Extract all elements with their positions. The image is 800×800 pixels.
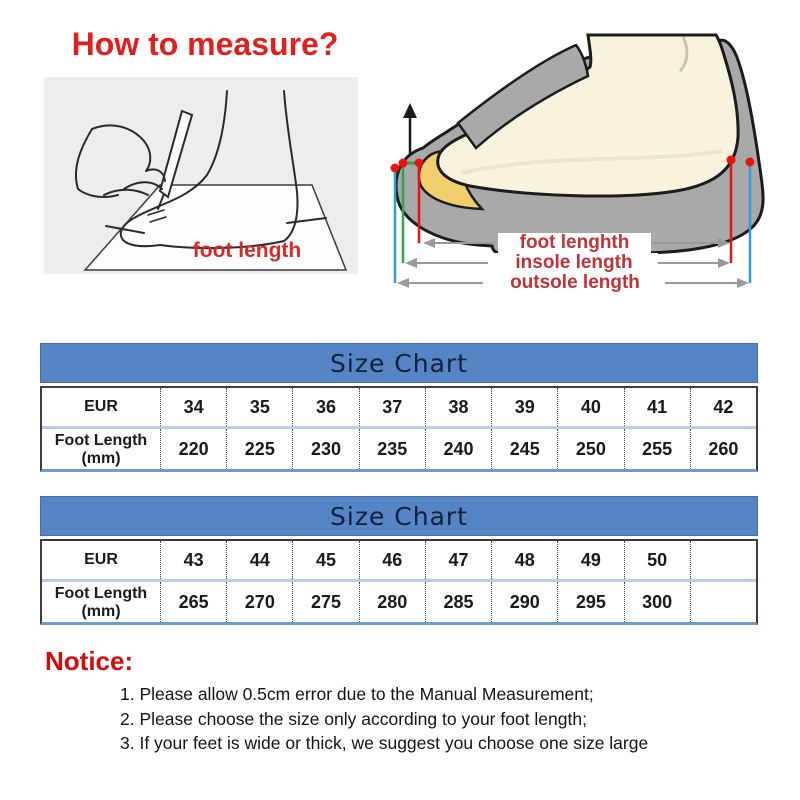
size-chart-1-header — [40, 343, 758, 383]
size-chart-table-2 — [40, 496, 758, 625]
size-cell: 50 — [624, 541, 690, 579]
size-cell: 275 — [292, 582, 358, 622]
size-cell: 40 — [557, 388, 623, 426]
size-cell: 220 — [160, 429, 226, 469]
size-cell: 41 — [624, 388, 690, 426]
dim-label-outsole-length: outsole length — [485, 273, 665, 293]
row-label: Foot Length — [54, 584, 148, 602]
table-row-foot-length — [42, 426, 756, 469]
size-cell: 37 — [359, 388, 425, 426]
notice-item: 1. Please allow 0.5cm error due to the Manual Measurement; — [120, 684, 594, 704]
size-cell: 290 — [491, 582, 557, 622]
size-cell: 48 — [491, 541, 557, 579]
dim-label-insole-length: insole length — [490, 253, 658, 273]
foot-length-caption: foot length — [192, 239, 302, 262]
size-cell: 44 — [226, 541, 292, 579]
size-cell: 280 — [359, 582, 425, 622]
row-label-cell — [42, 429, 160, 469]
page-title: How to measure? — [71, 26, 339, 62]
table-row-foot-length — [42, 579, 756, 622]
size-cell: 35 — [226, 388, 292, 426]
row-label-cell — [42, 541, 160, 579]
size-chart-2-grid — [40, 539, 758, 625]
table-row-eur — [42, 388, 756, 426]
size-cell: 42 — [690, 388, 756, 426]
size-cell: 265 — [160, 582, 226, 622]
measure-illustration — [44, 77, 358, 274]
row-sublabel: (mm) — [81, 602, 121, 620]
size-chart-2-header — [40, 496, 758, 536]
size-cell: 260 — [690, 429, 756, 469]
table-row-eur — [42, 541, 756, 579]
size-cell: 250 — [557, 429, 623, 469]
size-cell: 46 — [359, 541, 425, 579]
row-label-cell — [42, 582, 160, 622]
size-cell: 255 — [624, 429, 690, 469]
size-chart-table-1 — [40, 343, 758, 472]
size-cell: 295 — [557, 582, 623, 622]
size-cell: 225 — [226, 429, 292, 469]
size-cell — [690, 541, 756, 579]
size-cell: 49 — [557, 541, 623, 579]
notice-item: 3. If your feet is wide or thick, we suggest you choose one size large — [120, 733, 649, 753]
size-cell: 300 — [624, 582, 690, 622]
size-cell: 38 — [425, 388, 491, 426]
shoe-diagram — [390, 5, 795, 300]
size-cell: 235 — [359, 429, 425, 469]
row-label-cell — [42, 388, 160, 426]
row-label: EUR — [84, 551, 118, 568]
notice-title: Notice: — [45, 646, 134, 676]
size-cell: 240 — [425, 429, 491, 469]
size-cell: 39 — [491, 388, 557, 426]
size-chart-1-title: Size Chart — [330, 348, 468, 378]
size-cell: 285 — [425, 582, 491, 622]
size-chart-2-title: Size Chart — [330, 501, 468, 531]
row-label: EUR — [84, 398, 118, 415]
size-cell: 34 — [160, 388, 226, 426]
size-cell — [690, 582, 756, 622]
size-cell: 43 — [160, 541, 226, 579]
up-arrow-icon — [403, 103, 417, 155]
notice-item: 2. Please choose the size only according to your foot length; — [120, 708, 587, 729]
size-cell: 45 — [292, 541, 358, 579]
dim-label-foot-length: foot lenghth — [498, 233, 651, 253]
size-cell: 230 — [292, 429, 358, 469]
size-chart-1-grid — [40, 386, 758, 472]
size-cell: 47 — [425, 541, 491, 579]
size-cell: 36 — [292, 388, 358, 426]
notice-list — [120, 682, 720, 756]
size-cell: 270 — [226, 582, 292, 622]
row-label: Foot Length — [54, 431, 148, 449]
row-sublabel: (mm) — [81, 449, 121, 467]
size-cell: 245 — [491, 429, 557, 469]
